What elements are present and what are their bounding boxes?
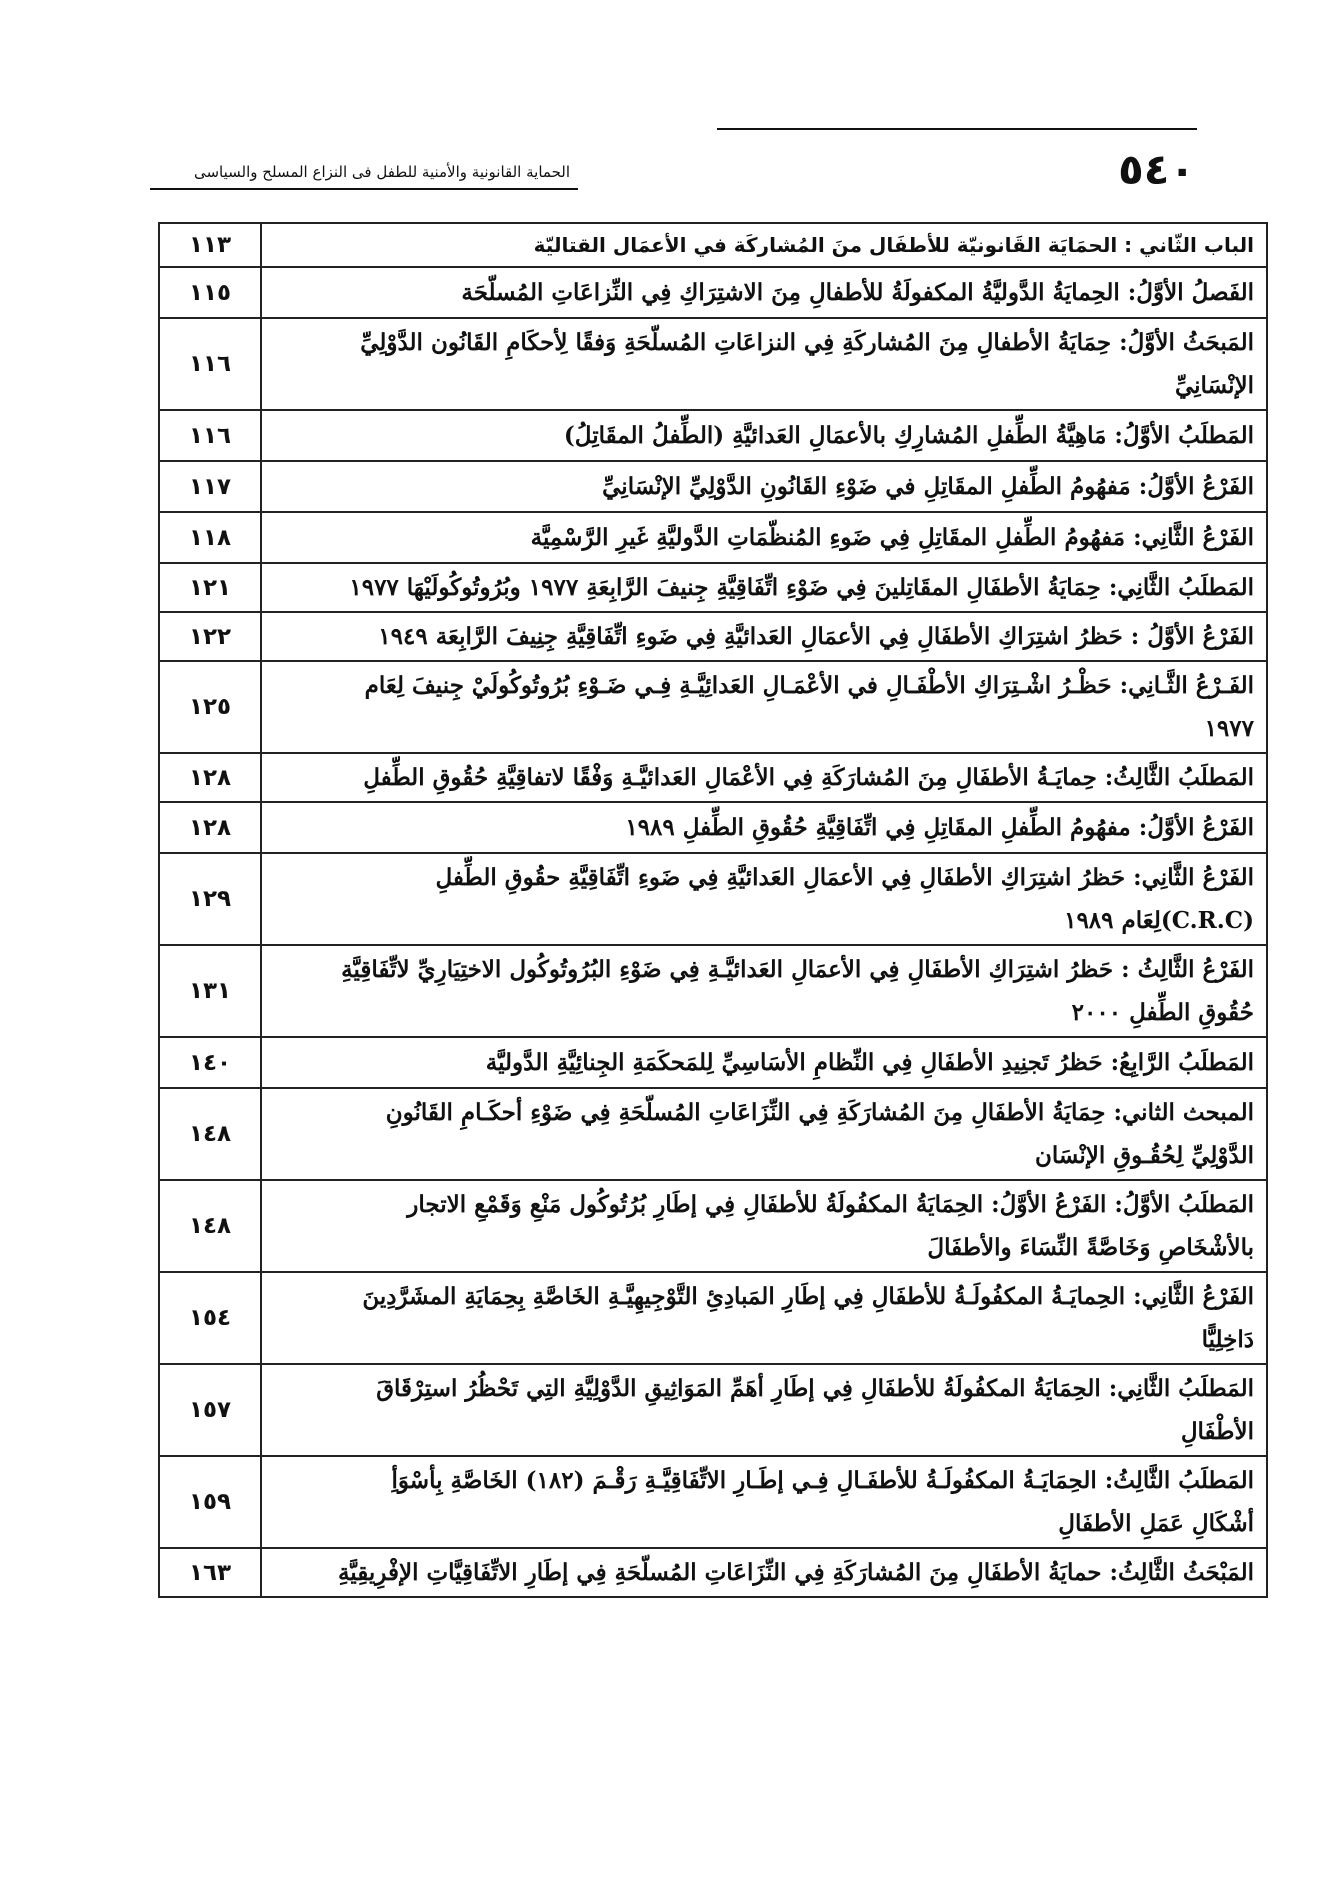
toc-row [159, 410, 1267, 461]
page-number: ٥٤٠ [1118, 145, 1195, 194]
toc-entry-page: ١١٣ [159, 223, 261, 267]
toc-row [159, 753, 1267, 802]
toc-entry-page: ١١٦ [159, 318, 261, 410]
toc-entry-page: ١١٦ [159, 410, 261, 461]
toc-entry-page: ١٢٨ [159, 753, 261, 802]
toc-entry-title: الفَصلُ الأوَّلُ: الحِمايَةُ الدَّوليَّةُ المكفولَةُ للأطفالِ مِنَ الاشتِرَاكِ فِي النِّزاعَاتِ المُسلّحَة [261, 267, 1267, 318]
toc-entry-title: الفَرْعُ الأوَّلُ : حَظرُ اشتِرَاكِ الأطفَالِ فِي الأعمَالِ العَدائيَّةِ فِي ضَوءِ اتِّفَاقِيَّةِ جِنِيفَ الرَّابِعَة ١٩٤٩ [261, 612, 1267, 661]
toc-entry-page: ١٢٩ [159, 853, 261, 945]
toc-entry-page: ١٢٨ [159, 802, 261, 853]
toc-entry-page: ١٥٩ [159, 1456, 261, 1548]
toc-entry-page: ١٤٠ [159, 1037, 261, 1088]
toc-row [159, 1272, 1267, 1364]
toc-entry-page: ١٤٨ [159, 1180, 261, 1272]
toc-entry-title: الفَـرْعُ الثَّـانِي: حَظْـرُ اشْـتِرَاكِ الأطْفَـالِ في الأعْمَـالِ العَدائِيَّـةِ فِـي ضَـوْءِ بُرُوتُوكُولَيْ جِنيفَ لِعَام ١٩٧٧ [261, 661, 1267, 753]
toc-entry-page: ١٥٤ [159, 1272, 261, 1364]
toc-row [159, 1548, 1267, 1597]
toc-entry-title: المَطلَبُ الأوَّلُ: مَاهِيَّةُ الطِّفلِ المُشارِكِ بالأعمَالِ العَدائيَّةِ (الطِّفلُ المقَاتِلُ) [261, 410, 1267, 461]
toc-row [159, 1456, 1267, 1548]
toc-entry-title: المَبحَثُ الأوَّلُ: حِمَايَةُ الأطفالِ مِنَ المُشاركَةِ فِي النزاعَاتِ المُسلّحَةِ وَفقًا لِأحكَامِ القَانُون الدَّوْلِيِّ الإنْسَانِيِّ [261, 318, 1267, 410]
toc-row [159, 223, 1267, 267]
toc-row [159, 1364, 1267, 1456]
running-title-rule [150, 188, 578, 190]
toc-row [159, 853, 1267, 945]
toc-row [159, 267, 1267, 318]
toc-entry-page: ١١٨ [159, 512, 261, 563]
toc-entry-title: الفَرْعُ الأوَّلُ: مَفهُومُ الطِّفلِ المقَاتِلِ في ضَوْءِ القَانُونِ الدَّوْلِيِّ الإنْسَانِيِّ [261, 461, 1267, 512]
toc-entry-title: الفَرْعُ الثَّالِثُ : حَظرُ اشتِرَاكِ الأطفَالِ فِي الأعمَالِ العَدائيَّـةِ فِي ضَوْءِ البُرُوتُوكُول الاختِيَارِيِّ لاتِّفَاقِيَّةِ حُقُوقِ الطِّفلِ ٢٠٠٠ [261, 945, 1267, 1037]
toc-entry-title: المَطلَبُ الثَّالِثُ: الحِمَايَـةُ المكفُولَـةُ للأطفَـالِ فِـي إطَـارِ الاتِّفَاقِيَّـةِ رَقْـمَ (١٨٢) الخَاصَّةِ بِأسْوَأِ أشْكَالِ عَمَلِ الأطفَالِ [261, 1456, 1267, 1548]
toc-entry-title: المَطلَبُ الثَّانِي: حِمَايَةُ الأطفَالِ المقَاتِلينَ فِي ضَوْءِ اتِّفَاقِيَّةِ جِنيفَ الرَّابِعَةِ ١٩٧٧ وبُرُوتُوكُولَيْهَا ١٩٧٧ [261, 563, 1267, 612]
table-of-contents [158, 222, 1268, 1598]
toc-row [159, 512, 1267, 563]
toc-entry-page: ١١٧ [159, 461, 261, 512]
toc-entry-page: ١١٥ [159, 267, 261, 318]
toc-entry-page: ١٢٢ [159, 612, 261, 661]
toc-row [159, 1037, 1267, 1088]
toc-entry-title: المَطلَبُ الثَّالِثُ: حِمايَـةُ الأطفَالِ مِنَ المُشارَكَةِ فِي الأعْمَالِ العَدائيَّـةِ وَفْقًا لاتفاقِيَّةِ حُقُوقِ الطِّفلِ [261, 753, 1267, 802]
toc-row [159, 318, 1267, 410]
toc-row [159, 461, 1267, 512]
toc-entry-title: الفَرْعُ الثَّانِي: مَفهُومُ الطِّفلِ المقَاتِلِ فِي ضَوءِ المُنظّمَاتِ الدَّوليَّةِ غَيرِ الرَّسْمِيَّة [261, 512, 1267, 563]
toc-entry-title: المَطلَبُ الأوَّلُ: الفَرْعُ الأوَّلُ: الحِمَايَةُ المكفُولَةُ للأطفَالِ فِي إطَارِ بُرُتُوكُول مَنْعِ وَقَمْعِ الاتجار بالأشْخَاصِ وَخَاصَّةً النِّسَاءَ والأطفَالَ [261, 1180, 1267, 1272]
toc-entry-page: ١٦٣ [159, 1548, 261, 1597]
toc-entry-page: ١٢١ [159, 563, 261, 612]
toc-entry-page: ١٥٧ [159, 1364, 261, 1456]
toc-entry-title: المَطلَبُ الرَّابِعُ: حَظرُ تَجنِيدِ الأطفَالِ فِي النِّظامِ الأسَاسِيِّ لِلمَحكَمَةِ الجِنائِيَّةِ الدَّوليَّة [261, 1037, 1267, 1088]
toc-entry-title: الباب الثّاني : الحمَايَة القَانونيّة للأطفَال منَ المُشاركَة في الأعمَال القتاليّة [261, 223, 1267, 267]
toc-entry-title: الفَرْعُ الأوَّلُ: مفهُومُ الطِّفلِ المقَاتِلِ فِي اتِّفَاقِيَّةِ حُقُوقِ الطِّفلِ ١٩٨٩ [261, 802, 1267, 853]
toc-row [159, 1088, 1267, 1180]
toc-entry-page: ١٤٨ [159, 1088, 261, 1180]
toc-row [159, 563, 1267, 612]
toc-row [159, 612, 1267, 661]
running-title: الحماية القانونية والأمنية للطفل فى النزاع المسلح والسياسى [193, 163, 570, 181]
toc-row [159, 945, 1267, 1037]
toc-row [159, 661, 1267, 753]
toc-row [159, 1180, 1267, 1272]
toc-entry-title: المَبْحَثُ الثَّالِثُ: حمايَةُ الأطفَالِ مِنَ المُشارَكَةِ فِي النِّزَاعَاتِ المُسلّحَةِ فِي إطَارِ الاتِّفَاقِيَّاتِ الإفْرِيقِيَّةِ [261, 1548, 1267, 1597]
toc-entry-title: الفَرْعُ الثَّانِي: حَظرُ اشتِرَاكِ الأطفَالِ فِي الأعمَالِ العَدائيَّةِ فِي ضَوءِ اتِّفَاقِيَّةِ حقُوقِ الطِّفلِ (C.R.C)لِعَام ١٩٨٩ [261, 853, 1267, 945]
toc-entry-page: ١٣١ [159, 945, 261, 1037]
toc-row [159, 802, 1267, 853]
header-top-rule [717, 128, 1197, 130]
toc-entry-page: ١٢٥ [159, 661, 261, 753]
toc-entry-title: الفَرْعُ الثَّانِي: الحِمايَـةُ المكفُولَـةُ للأطفَالِ فِي إطَارِ المَبادِئِ التَّوْجِيهِيَّـةِ الخَاصَّةِ بِحِمَايَةِ المشَرَّدِينَ دَاخِلِيًّا [261, 1272, 1267, 1364]
toc-entry-title: المَطلَبُ الثَّانِي: الحِمَايَةُ المكفُولَةُ للأطفَالِ فِي إطَارِ أهَمِّ المَوَاثِيقِ الدَّوْلِيَّةِ التِي تَحْظُرُ استِرْقَاقَ الأطْفَالِ [261, 1364, 1267, 1456]
toc-entry-title: المبحث الثاني: حِمَايَةُ الأطفَالِ مِنَ المُشارَكَةِ فِي النِّزَاعَاتِ المُسلّحَةِ فِي ضَوْءِ أحكَـامِ القَانُونِ الدَّوْلِيِّ لِحُقُـوقِ الإنْسَان [261, 1088, 1267, 1180]
